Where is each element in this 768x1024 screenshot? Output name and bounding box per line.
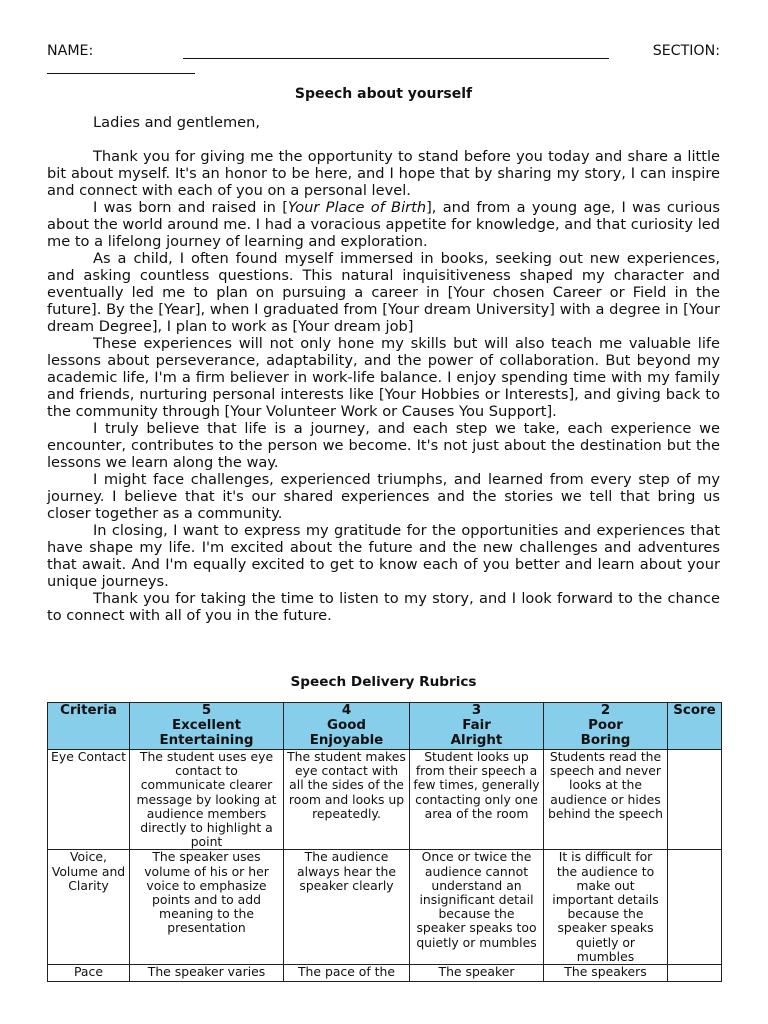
paragraph-2-part-a: I was born and raised in [ (93, 199, 288, 216)
header-4-score: 4 (341, 703, 352, 718)
paragraph-4: These experiences will not only hone my skills but will also teach me valuable life lessons about perseverance, adaptability, and the power of collaboration. But beyond my academic life, I'm a firm believer in work-life balance. I enjoy spending time with my family and friends, nurturing personal interests like [Your Hobbies or Interests], and giving back to the community through [Your Volunteer Work or Causes You Support]. (47, 335, 720, 420)
paragraph-7: In closing, I want to express my gratitude for the opportunities and experiences that have shape my life. I'm excited about the future and the new challenges and adventures that await. And I'm equally excited to get to know each of you better and learn about your unique journeys. (47, 522, 720, 590)
section-label: SECTION: (652, 43, 720, 59)
header-row (47, 43, 720, 63)
level-3-cell: Once or twice the audience cannot understand an insignificant detail because the speaker speaks too quietly or mumbles (410, 850, 544, 965)
table-row (48, 850, 722, 965)
paragraph-1: Thank you for giving me the opportunity to stand before you today and share a little bit about myself. It's an honor to be here, and I hope that by sharing my story, I can inspire and connect with each of you on a personal level. (47, 148, 720, 199)
paragraph-3: As a child, I often found myself immersed in books, seeking out new experiences, and asking countless questions. This natural inquisitiveness shaped my character and eventually led me to plan on pursuing a career in [Your chosen Career or Field in the future]. By the [Year], when I graduated from [Your dream University] with a degree in [Your dream Degree], I plan to work as [Your dream job] (47, 250, 720, 335)
score-cell[interactable] (668, 750, 722, 850)
header-2-desc: Boring (580, 733, 631, 748)
level-4-cell: The pace of the (284, 965, 410, 982)
level-4-cell: The audience always hear the speaker clearly (284, 850, 410, 965)
score-cell[interactable] (668, 850, 722, 965)
paragraph-2-part-b: ], and from a young age, I was curious about the world around me. I had a voracious appetite for knowledge, and that curiosity led me to a lifelong journey of learning and exploration. (47, 199, 720, 250)
header-4 (284, 703, 410, 750)
place-of-birth-placeholder: Your Place of Birth (287, 199, 427, 216)
header-score-label: Score (673, 703, 716, 718)
rubric-title: Speech Delivery Rubrics (290, 674, 477, 690)
header-score (668, 703, 722, 750)
section-blank-line[interactable] (47, 73, 195, 74)
header-3-score: 3 (471, 703, 482, 718)
level-2-cell: It is difficult for the audience to make out important details because the speaker speaks quietly or mumbles (544, 850, 668, 965)
header-4-desc: Enjoyable (309, 733, 384, 748)
criteria-cell: Voice, Volume and Clarity (48, 850, 130, 965)
header-5 (130, 703, 284, 750)
level-5-cell: The speaker varies (130, 965, 284, 982)
header-4-level: Good (327, 718, 366, 733)
table-row (48, 965, 722, 982)
speech-title: Speech about yourself (294, 86, 473, 102)
speech-body (47, 148, 720, 624)
header-criteria-label: Criteria (60, 703, 117, 718)
name-blank-line[interactable] (183, 58, 609, 59)
level-3-cell: The speaker (410, 965, 544, 982)
paragraph-8: Thank you for taking the time to listen to my story, and I look forward to the chance to connect with all of you in the future. (47, 590, 720, 624)
table-row (48, 750, 722, 850)
header-3-level: Fair (462, 718, 491, 733)
rubric-table (47, 702, 722, 982)
greeting: Ladies and gentlemen, (93, 114, 261, 131)
name-label: NAME: (47, 43, 94, 59)
level-5-cell: The speaker uses volume of his or her voice to emphasize points and to add meaning to the presentation (130, 850, 284, 965)
rubric-header-row (48, 703, 722, 750)
level-2-cell: The speakers (544, 965, 668, 982)
header-3-desc: Alright (450, 733, 503, 748)
score-cell[interactable] (668, 965, 722, 982)
criteria-cell: Eye Contact (48, 750, 130, 850)
header-2 (544, 703, 668, 750)
level-3-cell: Student looks up from their speech a few times, generally contacting only one area of the room (410, 750, 544, 850)
header-5-desc: Entertaining (159, 733, 254, 748)
paragraph-6: I might face challenges, experienced triumphs, and learned from every step of my journey. I believe that it's our shared experiences and the stories we tell that bring us closer together as a community. (47, 471, 720, 522)
criteria-cell: Pace (48, 965, 130, 982)
header-5-level: Excellent (172, 718, 241, 733)
header-2-score: 2 (600, 703, 611, 718)
level-2-cell: Students read the speech and never looks at the audience or hides behind the speech (544, 750, 668, 850)
header-3 (410, 703, 544, 750)
paragraph-2 (47, 199, 720, 250)
paragraph-5: I truly believe that life is a journey, and each step we take, each experience we encounter, contributes to the person we become. It's not just about the destination but the lessons we learn along the way. (47, 420, 720, 471)
header-criteria (48, 703, 130, 750)
level-5-cell: The student uses eye contact to communicate clearer message by looking at audience members directly to highlight a point (130, 750, 284, 850)
header-5-score: 5 (201, 703, 212, 718)
level-4-cell: The student makes eye contact with all the sides of the room and looks up repeatedly. (284, 750, 410, 850)
header-2-level: Poor (588, 718, 623, 733)
